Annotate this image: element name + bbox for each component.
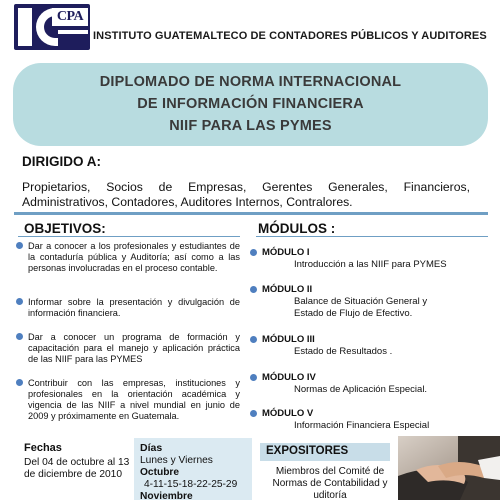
objetivo-text: Dar a conocer a los profesionales y estudiantes de la contaduría pública y Auditoría; así como a las personas involucradas en el proceso contable. [28, 241, 240, 273]
bullet-icon [250, 410, 257, 417]
modulo-item [262, 334, 488, 358]
bullet-icon [16, 298, 23, 305]
dias-weekdays: Lunes y Viernes [140, 455, 213, 466]
bullet-icon [250, 374, 257, 381]
objetivo-item [28, 297, 240, 319]
objetivo-item [28, 332, 240, 365]
dirigido-text: Propietarios, Socios de Empresas, Gerentes Generales, Financieros, Administrativos, Contadores, Auditores Internos, Contralores. [22, 180, 470, 209]
modulos-heading: MÓDULOS : [258, 221, 336, 236]
modulos-rule [256, 236, 488, 237]
objetivos-rule [18, 236, 240, 237]
title-line-2: DE INFORMACIÓN FINANCIERA [137, 96, 364, 112]
objetivo-text: Dar a conocer un programa de formación y capacitación para el manejo y aplicación práctica de las NIIF para las PYMES [28, 332, 240, 364]
dirigido-heading: DIRIGIDO A: [22, 154, 101, 169]
handshake-photo [398, 436, 500, 500]
modulo-name: MÓDULO I [262, 247, 310, 258]
modulo-name: MÓDULO IV [262, 372, 316, 383]
title-line-1: DIPLOMADO DE NORMA INTERNACIONAL [99, 74, 402, 90]
objetivos-heading: OBJETIVOS: [24, 221, 106, 236]
bullet-icon [250, 286, 257, 293]
logo-text: CPA [52, 8, 88, 26]
igcpa-logo [14, 4, 90, 50]
dias-days-1: 4-11-15-18-22-25-29 [144, 479, 238, 490]
objetivo-text: Informar sobre la presentación y divulgación de información financiera. [28, 297, 240, 318]
modulo-desc: Información Financiera Especial [294, 420, 430, 431]
modulo-item [262, 372, 488, 396]
modulo-name: MÓDULO II [262, 284, 313, 295]
fechas-text: Del 04 de octubre al 13 de diciembre de 2010 [24, 457, 130, 480]
modulo-item [262, 284, 488, 320]
bullet-icon [16, 242, 23, 249]
objetivo-item [28, 378, 240, 422]
dias-month-2: Noviembre [140, 491, 193, 500]
title-banner [13, 63, 488, 146]
institute-name: INSTITUTO GUATEMALTECO DE CONTADORES PÚBLICOS Y AUDITORES [93, 30, 487, 42]
dias-month-1: Octubre [140, 467, 180, 478]
modulo-desc: Introducción a las NIIF para PYMES [294, 259, 447, 270]
dias-heading: Días [140, 442, 163, 454]
modulo-item [262, 247, 488, 271]
modulo-name: MÓDULO V [262, 408, 314, 419]
expositores-text: Miembros del Comité de Normas de Contabilidad y uditoría [272, 466, 388, 500]
expositores-heading: EXPOSITORES [266, 445, 349, 457]
bullet-icon [16, 379, 23, 386]
bullet-icon [16, 333, 23, 340]
title-line-3: NIIF PARA LAS PYMES [169, 118, 332, 134]
modulo-desc: Estado de Resultados . [294, 346, 393, 357]
section-divider [14, 212, 488, 215]
modulo-desc: Balance de Situación General y Estado de Flujo de Efectivo. [294, 296, 428, 319]
modulo-name: MÓDULO III [262, 334, 315, 345]
bullet-icon [250, 249, 257, 256]
fechas-heading: Fechas [24, 442, 62, 454]
objetivo-item [28, 241, 240, 274]
modulo-desc: Normas de Aplicación Especial. [294, 384, 428, 395]
modulo-item [262, 408, 488, 432]
bullet-icon [250, 336, 257, 343]
objetivo-text: Contribuir con las empresas, instituciones y profesionales en la orientación académica y vigencia de las NIIF a nivel mundial en junio de 2009 y próximamente en Guatemala. [28, 378, 240, 421]
dias-text [140, 455, 255, 500]
